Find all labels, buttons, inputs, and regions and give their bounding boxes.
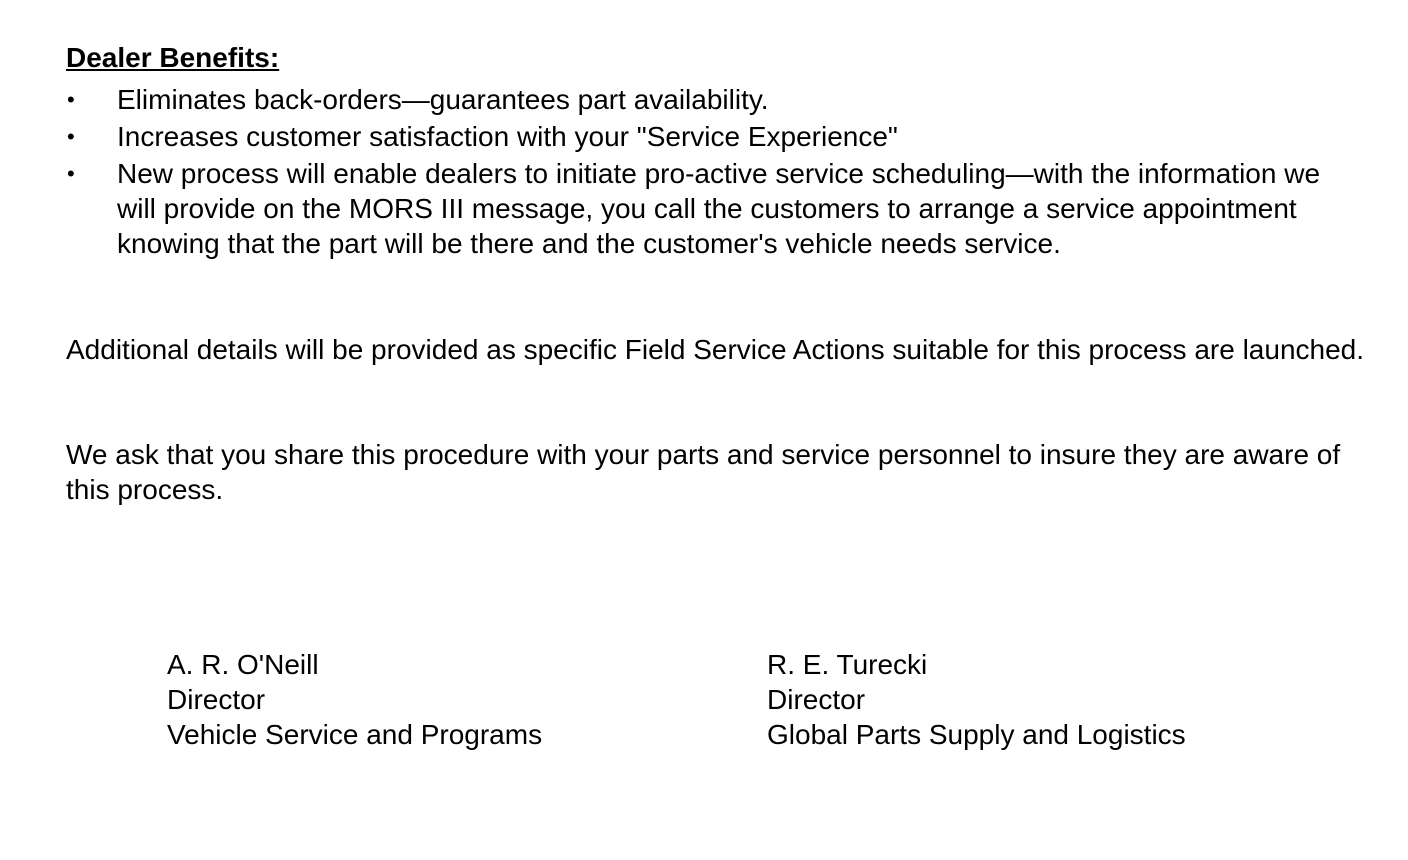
list-item [66, 82, 1366, 117]
signer-name: A. R. O'Neill [167, 649, 319, 680]
benefit-text: New process will enable dealers to initiate pro-active service scheduling—with the information we will provide on the MORS III message, you call the customers to arrange a service appointment knowing that the part will be there and the customer's vehicle needs service. [117, 158, 1321, 259]
benefit-text: Eliminates back-orders—guarantees part availability. [117, 84, 769, 115]
benefit-text: Increases customer satisfaction with your "Service Experience" [117, 121, 898, 152]
signature-block-right [767, 647, 1186, 752]
signer-department: Global Parts Supply and Logistics [767, 719, 1186, 750]
signature-block-left [167, 647, 542, 752]
details-paragraph: Additional details will be provided as specific Field Service Actions suitable for this process are launched. [66, 334, 1365, 365]
signer-title: Director [167, 684, 266, 715]
signer-department: Vehicle Service and Programs [167, 719, 543, 750]
benefits-list [66, 82, 1366, 263]
list-item [66, 156, 1366, 261]
signer-title: Director [767, 684, 866, 715]
bullet-icon: • [67, 161, 75, 186]
bullet-icon: • [67, 124, 75, 149]
signer-name: R. E. Turecki [767, 649, 928, 680]
request-paragraph: We ask that you share this procedure with your parts and service personnel to insure they are aware of this process. [66, 439, 1341, 505]
list-item [66, 119, 1366, 154]
bullet-icon: • [67, 87, 75, 112]
section-heading: Dealer Benefits: [66, 42, 280, 73]
